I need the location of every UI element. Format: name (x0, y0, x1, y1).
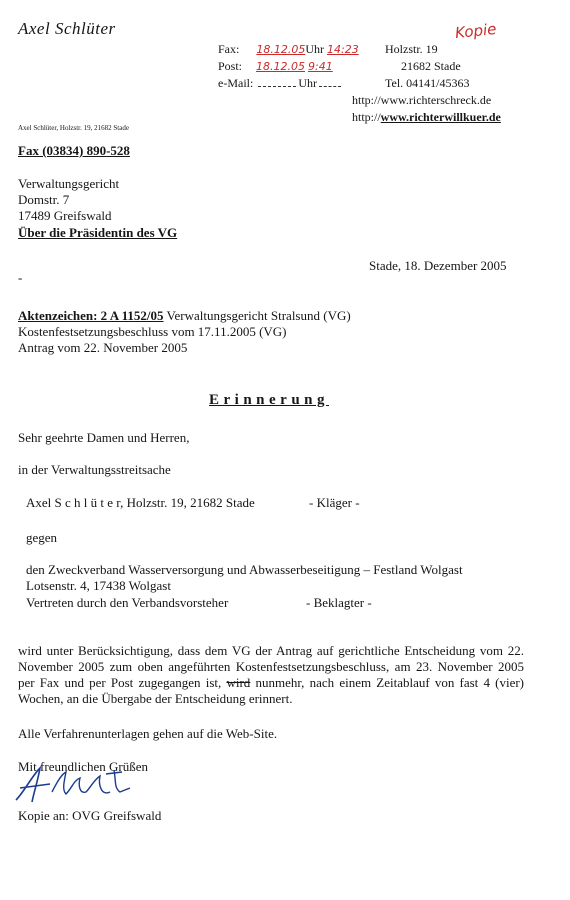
salutation: Sehr geehrte Damen und Herren, (18, 430, 190, 445)
email-uhr: Uhr (298, 76, 317, 90)
website-2[interactable] (352, 110, 501, 125)
defendant-role: - Beklagter - (306, 595, 372, 610)
dash-mark: - (18, 270, 23, 285)
website-1[interactable]: http://www.richterschreck.de (352, 93, 492, 107)
aktenzeichen: Aktenzeichen: 2 A 1152/05 (18, 308, 164, 323)
defendant-line-2: Lotsenstr. 4, 17438 Wolgast (26, 578, 171, 593)
body-struck-word: wird (226, 675, 251, 690)
recipient-line-1: Verwaltungsgericht (18, 176, 120, 191)
city: 21682 Stade (401, 59, 461, 73)
post-label: Post: (218, 59, 243, 73)
body-part-1: wird unter Berücksichtigung, dass dem VG der Antrag auf gerichtliche Entscheidung vom 22. November 2005 zum oben angeführten Kostenfestsetzungsbeschluss, am 23. November 2005 per Fax und per Post zugegangen ist, (18, 643, 524, 690)
return-address: Axel Schlüter, Holzstr. 19, 21682 Stade (18, 124, 129, 132)
email-line (218, 76, 343, 91)
recipient-line-3: 17489 Greifswald (18, 208, 112, 223)
intro-text: in der Verwaltungsstreitsache (18, 462, 171, 477)
post-date: 18.12.05 (256, 60, 305, 73)
street: Holzstr. 19 (385, 42, 438, 56)
fax-time: 14:23 (327, 43, 359, 56)
fax-label: Fax: (218, 42, 240, 56)
body-part-2: nunmehr, nach einem Zeitablauf von fast 4 (vier) Wochen, an die Übergabe der Entscheidung erinnert. (18, 675, 525, 706)
body-paragraph (18, 643, 524, 707)
document-title: Erinnerung (209, 392, 330, 408)
reference-line-1 (18, 308, 351, 324)
recipient-line-2: Domstr. 7 (18, 192, 70, 207)
place-date: Stade, 18. Dezember 2005 (369, 258, 507, 273)
reference-line-2: Kostenfestsetzungsbeschluss vom 17.11.2005 (VG) (18, 324, 287, 339)
aktenzeichen-court: Verwaltungsgericht Stralsund (VG) (163, 308, 351, 323)
website-2-link[interactable]: www.richterwillkuer.de (380, 110, 501, 124)
plaintiff-name: Axel S c h l ü t e r, Holzstr. 19, 21682 Stade (26, 495, 255, 510)
fax-date: 18.12.05 (256, 43, 306, 56)
post-line (218, 59, 333, 74)
copy-to: Kopie an: OVG Greifswald (18, 808, 162, 823)
website-2-prefix: http:// (352, 110, 381, 124)
post-time: 9:41 (308, 60, 333, 73)
email-label: e-Mail: (218, 76, 254, 90)
reference-line-3: Antrag vom 22. November 2005 (18, 340, 188, 355)
email-date-blank (258, 76, 296, 87)
sender-name: Axel Schlüter (18, 19, 116, 38)
fax-uhr: Uhr (305, 42, 324, 56)
email-time-blank (319, 76, 341, 87)
defendant-line-3: Vertreten durch den Verbandsvorsteher (26, 595, 229, 610)
website-note: Alle Verfahrenunterlagen gehen auf die Web-Site. (18, 726, 278, 741)
fax-number: Fax (03834) 890-528 (18, 143, 130, 158)
plaintiff-role: - Kläger - (309, 495, 360, 510)
recipient-line-4: Über die Präsidentin des VG (18, 225, 178, 240)
defendant-line-1: den Zweckverband Wasserversorgung und Abwasserbeseitigung – Festland Wolgast (26, 562, 463, 577)
signature (10, 762, 150, 808)
gegen-text: gegen (26, 530, 58, 545)
fax-line (218, 42, 359, 57)
closing: Mit freundlichen Grüßen (18, 759, 148, 774)
phone: Tel. 04141/45363 (385, 76, 470, 90)
copy-stamp: Kopie (454, 19, 498, 43)
